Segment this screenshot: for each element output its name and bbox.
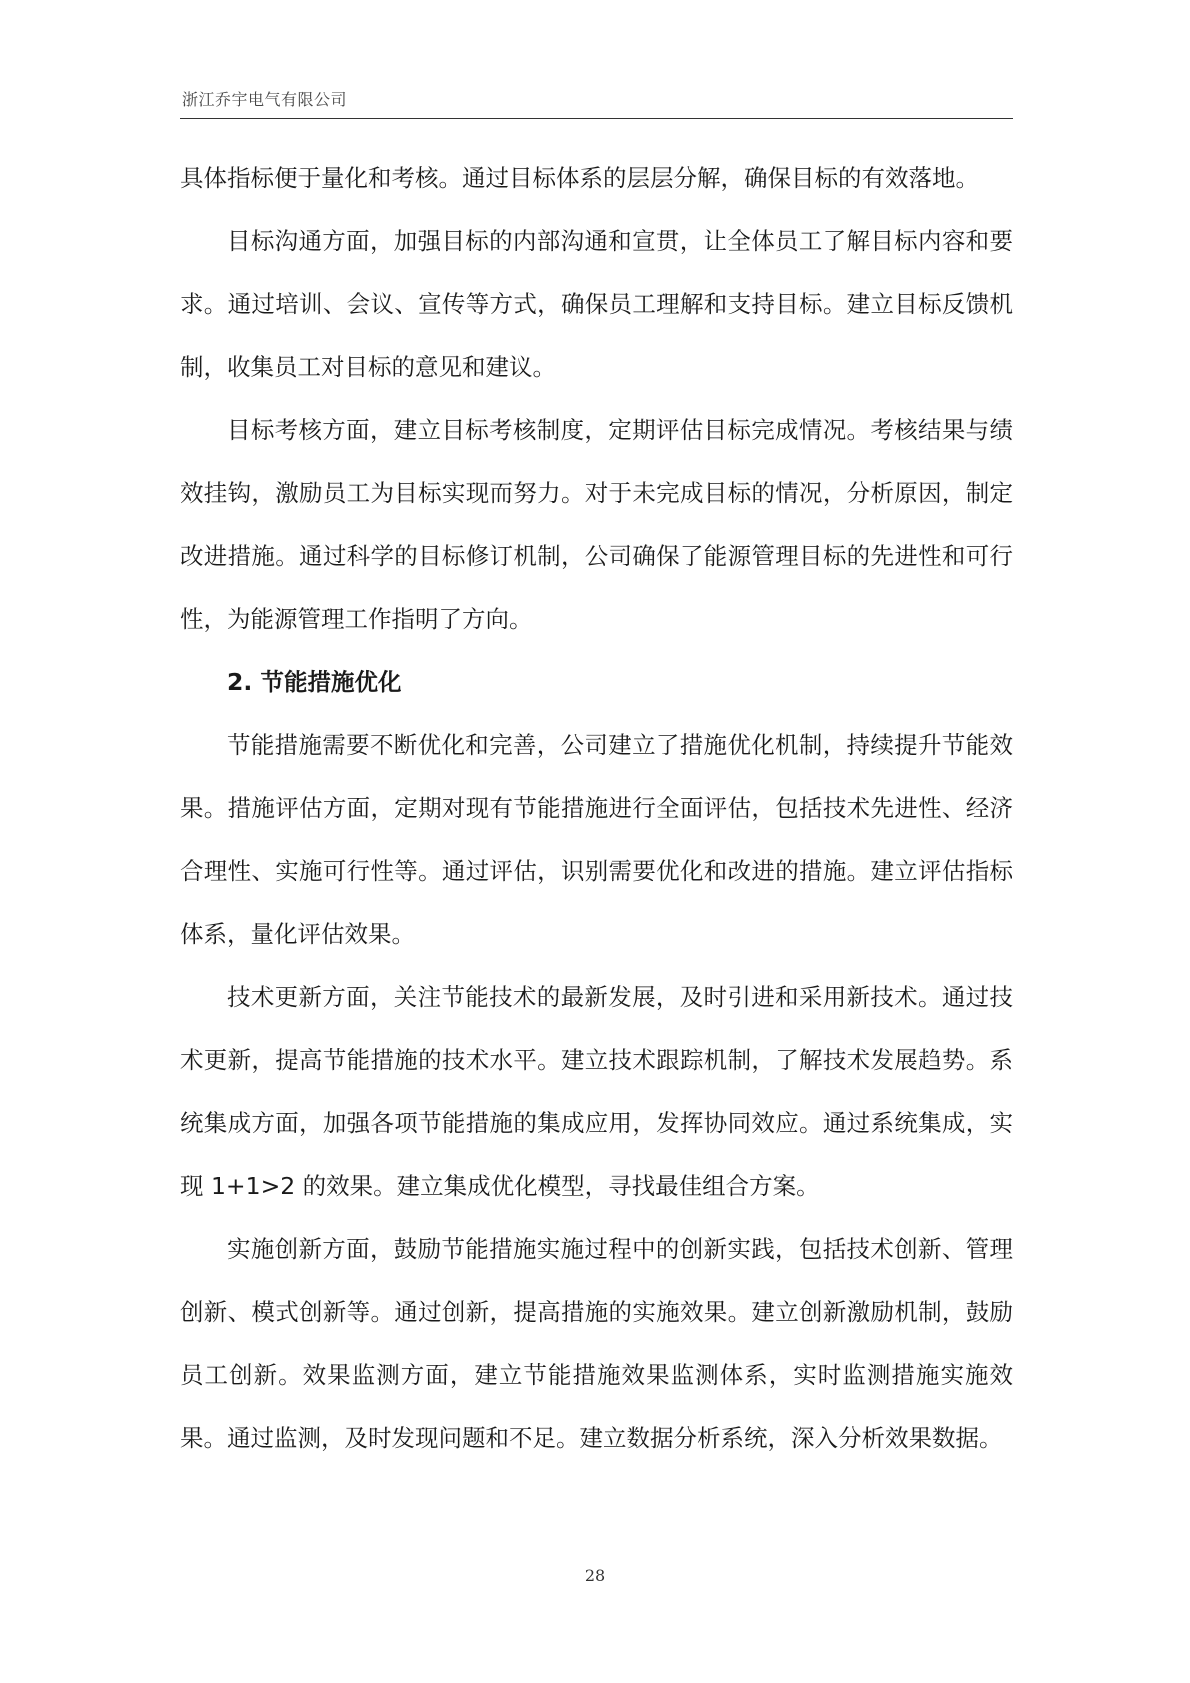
paragraph-implementation-innovation: 实施创新方面，鼓励节能措施实施过程中的创新实践，包括技术创新、管理创新、模式创新等。通过创新，提高措施的实施效果。建立创新激励机制，鼓励员工创新。效果监测方面，建立节能措施效果监测体系，实时监测措施实施效果。通过监测，及时发现问题和不足。建立数据分析系统，深入分析效果数据。: [180, 1235, 1013, 1452]
paragraph-tech-update: 技术更新方面，关注节能技术的最新发展，及时引进和采用新技术。通过技术更新，提高节能措施的技术水平。建立技术跟踪机制，了解技术发展趋势。系统集成方面，加强各项节能措施的集成应用，发挥协同效应。通过系统集成，实现 1+1>2 的效果。建立集成优化模型，寻找最佳组合方案。: [180, 983, 1013, 1200]
page-number: 28: [584, 1566, 606, 1585]
paragraph-measure-evaluation: 节能措施需要不断优化和完善，公司建立了措施优化机制，持续提升节能效果。措施评估方面，定期对现有节能措施进行全面评估，包括技术先进性、经济合理性、实施可行性等。通过评估，识别需要优化和改进的措施。建立评估指标体系，量化评估效果。: [180, 731, 1013, 948]
paragraph-continuation: 具体指标便于量化和考核。通过目标体系的层层分解，确保目标的有效落地。: [180, 164, 979, 192]
company-name: 浙江乔宇电气有限公司: [182, 90, 348, 109]
section-heading: 2. 节能措施优化: [227, 668, 402, 696]
paragraph-goal-assessment: 目标考核方面，建立目标考核制度，定期评估目标完成情况。考核结果与绩效挂钩，激励员工为目标实现而努力。对于未完成目标的情况，分析原因，制定改进措施。通过科学的目标修订机制，公司确保了能源管理目标的先进性和可行性，为能源管理工作指明了方向。: [180, 416, 1013, 633]
page-header: [180, 86, 1013, 119]
page-body: [180, 147, 1013, 1470]
paragraph-goal-communication: 目标沟通方面，加强目标的内部沟通和宣贯，让全体员工了解目标内容和要求。通过培训、会议、宣传等方式，确保员工理解和支持目标。建立目标反馈机制，收集员工对目标的意见和建议。: [180, 227, 1013, 381]
